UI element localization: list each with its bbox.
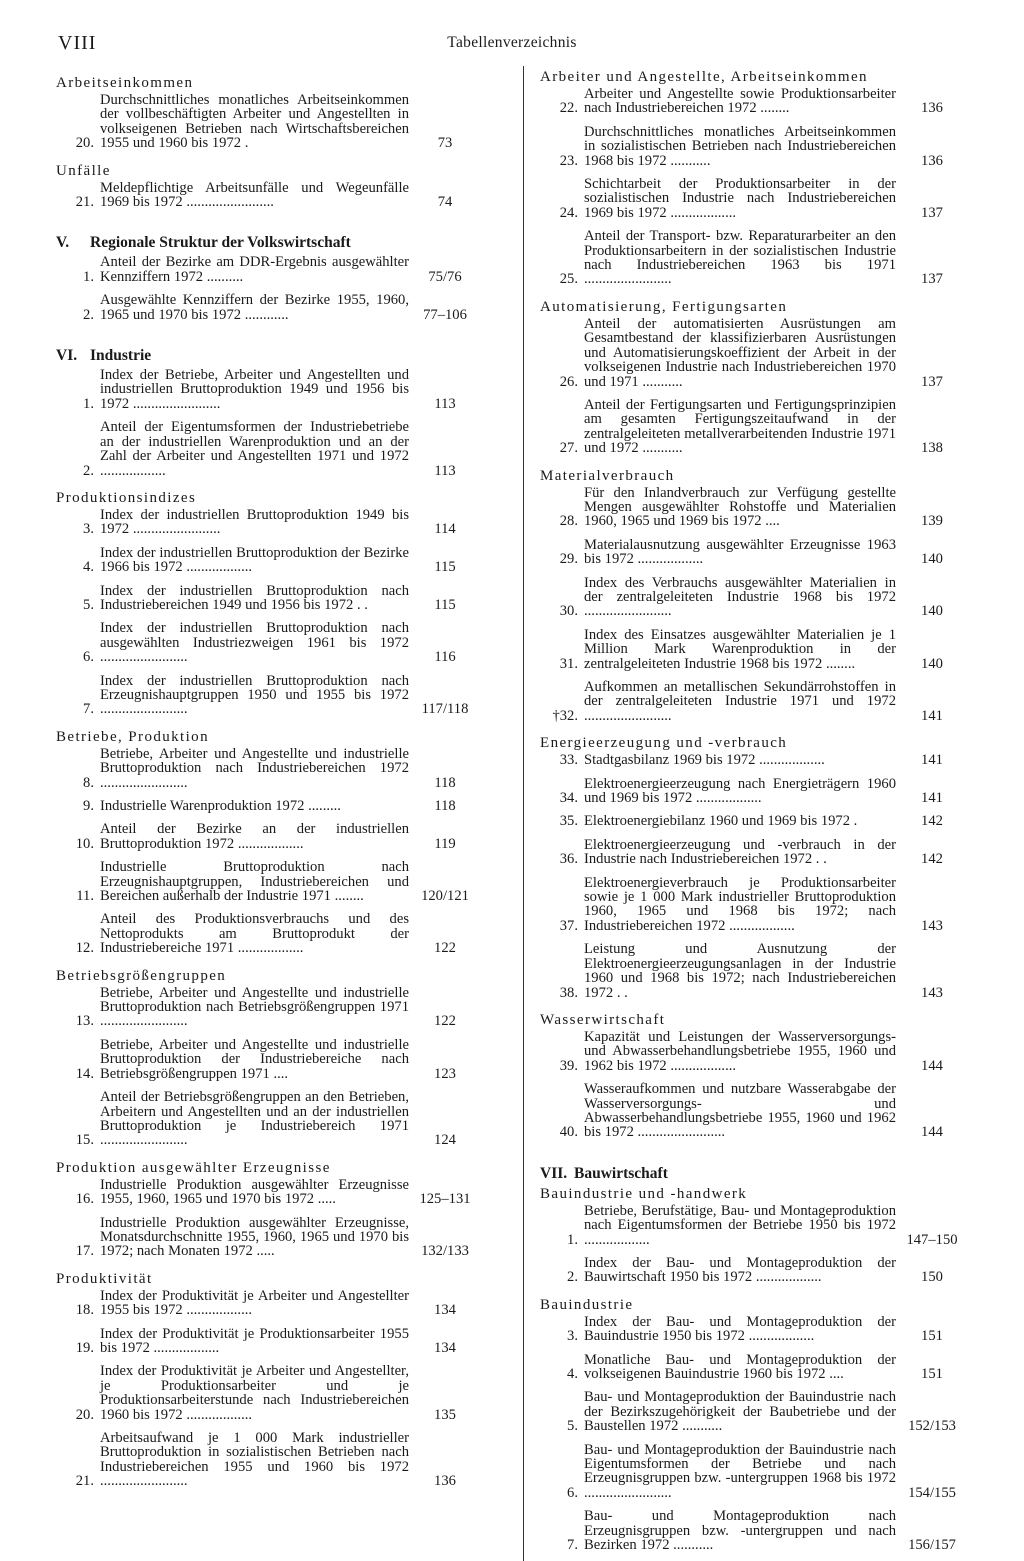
entry-spacer: [56, 1489, 481, 1498]
toc-entry: [540, 87, 968, 116]
entry-title: Anteil der Bezirke am DDR-Ergebnis ausgewählter Kennziffern 1972 ..........: [100, 254, 409, 285]
entry-page: 115: [434, 559, 456, 576]
entry-spacer: [56, 478, 481, 487]
toc-entry: [56, 747, 481, 790]
entry-spacer: [56, 322, 481, 331]
entry-page: 143: [921, 984, 943, 1001]
entry-page: 136: [921, 100, 943, 117]
toc-entry: [540, 317, 968, 389]
entry-number: 25.: [559, 271, 578, 288]
entry-number: 37.: [559, 917, 578, 934]
entry-spacer: [56, 1148, 481, 1157]
entry-spacer: [56, 1422, 481, 1431]
entry-page: 118: [434, 774, 456, 791]
entry-number: 35.: [559, 813, 578, 830]
entry-page: 140: [921, 603, 943, 620]
entry-number: 23.: [559, 152, 578, 169]
entry-page: 142: [921, 813, 943, 830]
toc-entry: [540, 628, 968, 671]
toc-entry: [56, 986, 481, 1029]
entry-page: 152/153: [908, 1418, 956, 1435]
entry-number: 21.: [75, 1473, 94, 1490]
subsection-heading: Betriebsgrößengruppen: [56, 967, 227, 984]
toc-entry: [56, 1431, 481, 1489]
section-title: Regionale Struktur der Volkswirtschaft: [90, 234, 351, 252]
entry-title: Durchschnittliches monatliches Arbeitseinkommen der vollbeschäftigten Arbeiter und Angestellten in volkseigenen Betrieben nach Wirtschaftsbereichen 1955 und 1960 bis 1972 .: [100, 92, 409, 152]
entry-spacer: [540, 1552, 968, 1561]
subsection-heading: Energieerzeugung und -verbrauch: [540, 735, 788, 752]
entry-title: Index der Produktivität je Arbeiter und Angestellter, je Produktionsarbeiter und je Produktionsarbeiterstunde nach Industriebereichen 1960 bis 1972 ..................: [100, 1363, 409, 1423]
entry-number: 36.: [559, 851, 578, 868]
subsection-heading: Produktion ausgewählter Erzeugnisse: [56, 1159, 331, 1176]
entry-title: Index der industriellen Bruttoproduktion nach Erzeugnishauptgruppen 1950 und 1955 bis 1972 ........................: [100, 672, 409, 718]
entry-title: Anteil der Betriebsgrößengruppen an den Betrieben, Arbeitern und Angestellten und an der industriellen Bruttoproduktion je Industriebereich 1971 ........................: [100, 1089, 409, 1149]
entry-title: Anteil des Produktionsverbrauchs und des Nettoprodukts am Bruttoprodukt der Industriebereiche 1971 ..................: [100, 911, 409, 957]
entry-page: 123: [434, 1065, 456, 1082]
page-number: VIII: [58, 32, 97, 54]
entry-title: Index der industriellen Bruttoproduktion nach ausgewählten Industriezweigen 1961 bis 1972 ........................: [100, 620, 409, 666]
entry-spacer: [56, 151, 481, 160]
section-number: VII.: [540, 1164, 568, 1182]
entry-title: Industrielle Warenproduktion 1972 .........: [100, 798, 341, 814]
toc-entry: [540, 1353, 968, 1382]
toc-entry: [56, 508, 481, 537]
entry-number: 19.: [75, 1339, 94, 1356]
entry-number: 31.: [559, 655, 578, 672]
entry-number: 14.: [75, 1065, 94, 1082]
toc-entry: [56, 255, 481, 284]
toc-entry: [540, 1509, 968, 1552]
entry-page: 140: [921, 551, 943, 568]
toc-entry: [56, 1327, 481, 1356]
entry-page: 115: [434, 596, 456, 613]
entry-title: Arbeitsaufwand je 1 000 Mark industrieller Bruttoproduktion in sozialistischen Betrieben nach Industriebereichen 1955 und 1960 bis 1972 ........................: [100, 1430, 409, 1490]
entry-page: 122: [434, 1013, 456, 1030]
entry-page: 136: [921, 152, 943, 169]
entry-page: 119: [434, 835, 456, 852]
entry-number: 4.: [567, 1366, 578, 1382]
entry-page: 142: [921, 851, 943, 868]
entry-number: 20.: [75, 1406, 94, 1423]
entry-page: 141: [921, 707, 943, 724]
entry-page: 132/133: [421, 1243, 469, 1260]
entry-title: Kapazität und Leistungen der Wasserversorgungs- und Abwasserbehandlungsbetriebe 1955, 1960 und 1962 bis 1972 ..................: [584, 1028, 896, 1074]
entry-page: 140: [921, 655, 943, 672]
entry-page: 137: [921, 271, 943, 288]
toc-entry: [540, 1030, 968, 1073]
toc-entry: [56, 1289, 481, 1318]
entry-title: Bau- und Montageproduktion nach Erzeugnisgruppen bzw. -untergruppen und nach Bezirken 1972 ...........: [584, 1508, 896, 1554]
entry-title: Elektroenergiebilanz 1960 und 1969 bis 1972 .: [584, 813, 858, 830]
entry-title: Betriebe, Arbeiter und Angestellte und industrielle Bruttoproduktion nach Betriebsgrößengruppen 1971 ........................: [100, 984, 409, 1030]
toc-entry: [56, 674, 481, 717]
entry-number: 17.: [75, 1243, 94, 1260]
entry-title: Arbeiter und Angestellte sowie Produktionsarbeiter nach Industriebereichen 1972 ........: [584, 86, 896, 117]
toc-entry: [56, 799, 481, 813]
toc-entry: [540, 125, 968, 168]
entry-spacer: [540, 1140, 968, 1149]
entry-spacer: [56, 1259, 481, 1268]
toc-entry: [540, 1256, 968, 1285]
entry-title: Elektroenergieerzeugung nach Energieträgern 1960 und 1969 bis 1972 ..................: [584, 775, 896, 807]
entry-title: Aufkommen an metallischen Sekundärrohstoffen in der zentralgeleiteten Industrie 1971 und 1972 ........................: [584, 679, 896, 724]
section-title: Bauwirtschaft: [574, 1164, 668, 1182]
entry-title: Index des Verbrauchs ausgewählter Materialien in der zentralgeleiteten Industrie 1968 bis 1972 ........................: [584, 574, 896, 620]
entry-page: 141: [921, 752, 943, 769]
entry-title: Anteil der automatisierten Ausrüstungen am Gesamtbestand der klassifizierbaren Ausrüstungen und Automatisierungskoeffizient der Arbeit in der volkseigenen Industrie nach Industriebereichen 1970 und 1971 ...........: [584, 315, 896, 390]
entry-title: Index der Betriebe, Arbeiter und Angestellten und industriellen Bruttoproduktion 1949 und 1956 bis 1972 ........................: [100, 367, 409, 412]
entry-spacer: [540, 287, 968, 296]
entry-number: 30.: [559, 603, 578, 620]
toc-entry: [56, 93, 481, 151]
entry-page: 114: [434, 521, 456, 538]
entry-spacer: [540, 1285, 968, 1294]
toc-entry: [56, 912, 481, 955]
toc-entry: [540, 1443, 968, 1501]
toc-entry: [540, 177, 968, 220]
entry-number: 12.: [75, 940, 94, 957]
entry-title: Industrielle Produktion ausgewählter Erzeugnisse 1955, 1960, 1965 und 1970 bis 1972 .....: [100, 1176, 409, 1208]
entry-number: 33.: [559, 752, 578, 769]
entry-page: 150: [921, 1269, 943, 1286]
entry-number: 7.: [83, 701, 94, 718]
entry-number: 6.: [83, 649, 94, 666]
toc-entry: [540, 1082, 968, 1140]
entry-title: Elektroenergieerzeugung und -verbrauch in der Industrie nach Industriebereichen 1972 . .: [584, 836, 896, 868]
entry-page: 156/157: [908, 1537, 956, 1554]
entry-page: 113: [434, 395, 456, 412]
toc-entry: [540, 1315, 968, 1344]
entry-number: 16.: [75, 1191, 94, 1208]
toc-entry: [540, 814, 968, 828]
entry-number: 11.: [76, 888, 94, 905]
entry-title: Index der industriellen Bruttoproduktion nach Industriebereichen 1949 und 1956 bis 1972 . .: [100, 582, 409, 613]
entry-page: 122: [434, 940, 456, 957]
entry-page: 147–150: [906, 1231, 958, 1248]
entry-title: Anteil der Eigentumsformen der Industriebetriebe an der industriellen Warenproduktion und an der Zahl der Arbeiter und Angestellten 1971 und 1972 ..................: [100, 419, 409, 479]
entry-page: 137: [921, 373, 943, 390]
entry-number: 6.: [567, 1484, 578, 1501]
toc-entry: [540, 838, 968, 867]
entry-page: 144: [921, 1057, 943, 1074]
subsection-heading: Produktionsindizes: [56, 489, 197, 506]
entry-title: Meldepflichtige Arbeitsunfälle und Wegeunfälle 1969 bis 1972 ........................: [100, 179, 409, 211]
toc-entry: [56, 368, 481, 411]
entry-spacer: [540, 1000, 968, 1009]
entry-page: 135: [434, 1406, 456, 1423]
entry-title: Anteil der Transport- bzw. Reparaturarbeiter an den Produktionsarbeitern in der sozialistischen Industrie nach Industriebereichen 1963 bis 1971 ........................: [584, 228, 896, 288]
entry-title: Index der Bau- und Montageproduktion der Bauwirtschaft 1950 bis 1972 ..................: [584, 1254, 896, 1286]
entry-title: Industrielle Bruttoproduktion nach Erzeugnishauptgruppen, Industriebereichen und Bereichen außerhalb der Industrie 1971 ........: [100, 859, 409, 905]
entry-number: 26.: [559, 373, 578, 390]
entry-title: Elektroenergieverbrauch je Produktionsarbeiter sowie je 1 000 Mark industrieller Bruttoproduktion 1960, 1965 und 1968 bis 1972; nach Industriebereichen 1972 ..................: [584, 874, 896, 934]
subsection-heading: Arbeiter und Angestellte, Arbeitseinkommen: [540, 69, 868, 85]
subsection-heading: Produktivität: [56, 1270, 153, 1287]
entry-page: 144: [921, 1124, 943, 1141]
toc-entry: [540, 486, 968, 529]
entry-title: Wasseraufkommen und nutzbare Wasserabgabe der Wasserversorgungs- und Abwasserbehandlungsbetriebe 1955, 1960 und 1962 bis 1972 ........................: [584, 1081, 896, 1141]
toc-entry: [56, 293, 481, 322]
subsection-heading: Materialverbrauch: [540, 467, 675, 484]
entry-number: 1.: [83, 268, 94, 285]
entry-page: 151: [921, 1328, 943, 1345]
entry-number: 2.: [567, 1269, 578, 1286]
toc-entry: [540, 576, 968, 619]
toc-entry: [540, 753, 968, 767]
entry-number: 5.: [83, 596, 94, 613]
section-title: Industrie: [90, 347, 152, 365]
entry-page: 139: [921, 513, 943, 530]
entry-number: 29.: [559, 551, 578, 568]
entry-title: Anteil der Bezirke an der industriellen Bruttoproduktion 1972 ..................: [100, 821, 409, 852]
entry-page: 74: [437, 194, 453, 211]
toc-entry: [56, 584, 481, 613]
entry-number: 34.: [559, 790, 578, 807]
toc-entry: [56, 621, 481, 664]
entry-page: 136: [434, 1473, 456, 1490]
entry-page: 141: [921, 790, 943, 807]
toc-entry: [56, 420, 481, 478]
toc-entry: [56, 822, 481, 851]
entry-title: Schichtarbeit der Produktionsarbeiter in der sozialistischen Industrie nach Industriebereichen 1969 bis 1972 ..................: [584, 176, 896, 221]
entry-page: 118: [434, 798, 456, 814]
subsection-heading: Bauindustrie und -handwerk: [540, 1185, 748, 1202]
toc-entry: [540, 942, 968, 1000]
entry-number: 39.: [559, 1057, 578, 1074]
entry-number: 27.: [559, 440, 578, 457]
section-heading: [540, 1165, 968, 1183]
entry-number: 20.: [75, 135, 94, 152]
entry-title: Für den Inlandverbrauch zur Verfügung gestellte Mengen ausgewählter Rohstoffe und Materialien 1960, 1965 und 1969 bis 1972 ....: [584, 484, 896, 530]
entry-number: 18.: [75, 1302, 94, 1319]
entry-title: Durchschnittliches monatliches Arbeitseinkommen in sozialistischen Betrieben nach Industriebereichen 1968 bis 1972 ...........: [584, 123, 896, 169]
entry-title: Leistung und Ausnutzung der Elektroenergieerzeugungsanlagen in der Industrie 1960 und 1968 bis 1972; nach Industriebereichen 1972 . .: [584, 941, 896, 1001]
entry-page: 116: [434, 649, 456, 666]
entry-title: Betriebe, Berufstätige, Bau- und Montageproduktion nach Eigentumsformen der Betriebe 1950 bis 1972 ..................: [584, 1202, 896, 1248]
entry-number: 15.: [75, 1132, 94, 1149]
entry-number: 21.: [75, 194, 94, 211]
toc-entry: [540, 398, 968, 456]
entry-title: Index der Produktivität je Produktionsarbeiter 1955 bis 1972 ..................: [100, 1325, 409, 1356]
toc-entry: [56, 1216, 481, 1259]
entry-title: Monatliche Bau- und Montageproduktion der volkseigenen Bauindustrie 1960 bis 1972 ....: [584, 1351, 896, 1382]
entry-number: 4.: [83, 559, 94, 576]
subsection-heading: Arbeitseinkommen: [56, 75, 194, 91]
entry-title: Betriebe, Arbeiter und Angestellte und industrielle Bruttoproduktion der Industriebereiche nach Betriebsgrößengruppen 1971 ....: [100, 1036, 409, 1082]
entry-title: Index der industriellen Bruttoproduktion der Bezirke 1966 bis 1972 ..................: [100, 544, 409, 576]
entry-number: 2.: [83, 306, 94, 323]
entry-page: 137: [921, 204, 943, 221]
toc-entry: [540, 876, 968, 934]
entry-title: Index der industriellen Bruttoproduktion 1949 bis 1972 ........................: [100, 506, 409, 538]
entry-number: 24.: [559, 204, 578, 221]
entry-number: 28.: [559, 513, 578, 530]
entry-page: 154/155: [908, 1484, 956, 1501]
entry-number: 3.: [83, 521, 94, 538]
toc-entry: [540, 1390, 968, 1433]
entry-page: 117/118: [421, 701, 469, 718]
entry-spacer: [540, 456, 968, 465]
entry-number: 8.: [83, 774, 94, 791]
toc-entry: [56, 1090, 481, 1148]
entry-page: 151: [921, 1366, 943, 1382]
toc-entry: [56, 1178, 481, 1207]
entry-number: †32.: [552, 707, 578, 724]
toc-columns: [56, 69, 968, 1561]
entry-title: Industrielle Produktion ausgewählter Erzeugnisse, Monatsdurchschnitte 1955, 1960, 1965 und 1970 bis 1972; nach Monaten 1972 .....: [100, 1214, 409, 1260]
entry-number: 7.: [567, 1537, 578, 1554]
entry-page: 75/76: [428, 268, 462, 285]
toc-entry: [56, 1364, 481, 1422]
entry-title: Anteil der Fertigungsarten und Fertigungsprinzipien am gesamten Fertigungszeitaufwand in der zentralgeleiteten metallverarbeitenden Industrie 1971 und 1972 ...........: [584, 396, 896, 457]
entry-page: 125–131: [419, 1191, 471, 1208]
section-number: V.: [56, 234, 70, 252]
entry-page: 77–106: [423, 306, 467, 323]
entry-spacer: [540, 1500, 968, 1509]
subsection-heading: Wasserwirtschaft: [540, 1011, 666, 1028]
entry-title: Stadtgasbilanz 1969 bis 1972 ..................: [584, 752, 825, 769]
subsection-heading: Automatisierung, Fertigungsarten: [540, 298, 788, 315]
toc-entry: [56, 860, 481, 903]
entry-spacer: [56, 956, 481, 965]
toc-entry: [540, 1204, 968, 1247]
entry-number: 3.: [567, 1328, 578, 1345]
entry-page: 134: [434, 1339, 456, 1356]
entry-title: Bau- und Montageproduktion der Bauindustrie nach der Bezirkszugehörigkeit der Baubetriebe und der Baustellen 1972 ...........: [584, 1389, 896, 1435]
subsection-heading: Bauindustrie: [540, 1296, 634, 1313]
entry-number: 5.: [567, 1418, 578, 1435]
entry-spacer: [56, 209, 481, 218]
entry-title: Index der Bau- und Montageproduktion der Bauindustrie 1950 bis 1972 ..................: [584, 1313, 896, 1345]
entry-page: 134: [434, 1302, 456, 1319]
entry-number: 38.: [559, 984, 578, 1001]
entry-title: Materialausnutzung ausgewählter Erzeugnisse 1963 bis 1972 ..................: [584, 536, 896, 568]
entry-number: 22.: [559, 100, 578, 117]
subsection-heading: Unfälle: [56, 162, 111, 179]
entry-spacer: [56, 717, 481, 726]
entry-spacer: [540, 723, 968, 732]
entry-page: 120/121: [421, 888, 469, 905]
toc-left-column: [56, 72, 489, 1561]
subsection-heading: Betriebe, Produktion: [56, 728, 209, 745]
entry-number: 1.: [83, 395, 94, 412]
entry-page: 113: [434, 462, 456, 479]
toc-right-column: [523, 66, 968, 1561]
toc-entry: [56, 181, 481, 210]
entry-title: Bau- und Montageproduktion der Bauindustrie nach Eigentumsformen der Betriebe und nach Erzeugnisgruppen bzw. -untergruppen 1968 bis 1972 ........................: [584, 1441, 896, 1501]
toc-entry: [540, 680, 968, 723]
entry-spacer: [540, 1434, 968, 1443]
entry-page: 73: [437, 135, 453, 152]
toc-entry: [56, 1038, 481, 1081]
entry-number: 9.: [83, 798, 94, 814]
toc-entry: [540, 538, 968, 567]
entry-number: 2.: [83, 462, 94, 479]
entry-title: Ausgewählte Kennziffern der Bezirke 1955, 1960, 1965 und 1970 bis 1972 ............: [100, 292, 409, 323]
entry-number: 1.: [567, 1231, 578, 1248]
entry-title: Index des Einsatzes ausgewählter Materialien je 1 Million Mark Warenproduktion in der zentralgeleiteten Industrie 1968 bis 1972 ........: [584, 626, 896, 672]
section-heading: [56, 234, 481, 252]
toc-entry: [540, 777, 968, 806]
entry-number: 10.: [75, 835, 94, 852]
toc-entry: [540, 229, 968, 287]
entry-number: 13.: [75, 1013, 94, 1030]
entry-title: Betriebe, Arbeiter und Angestellte und industrielle Bruttoproduktion nach Industriebereichen 1972 ........................: [100, 745, 409, 791]
toc-entry: [56, 546, 481, 575]
entry-number: 40.: [559, 1124, 578, 1141]
entry-page: 138: [921, 440, 943, 457]
entry-page: 143: [921, 917, 943, 934]
section-heading: [56, 347, 481, 365]
entry-title: Index der Produktivität je Arbeiter und Angestellter 1955 bis 1972 ..................: [100, 1287, 409, 1319]
section-number: VI.: [56, 347, 78, 365]
running-head: Tabellenverzeichnis: [447, 34, 577, 51]
entry-page: 124: [434, 1132, 456, 1149]
